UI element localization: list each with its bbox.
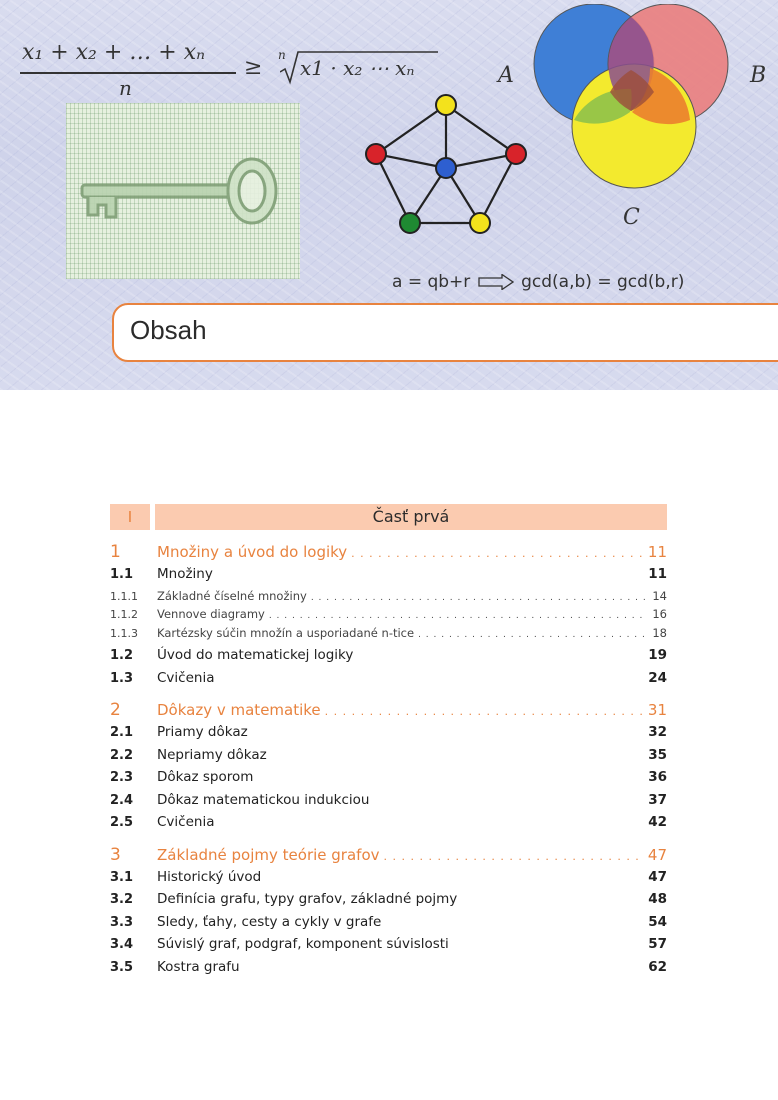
section-title: Historický úvod xyxy=(157,868,262,885)
formula-denominator: n xyxy=(119,76,132,100)
subsection-title: Základné číselné množiny xyxy=(157,588,307,603)
chapter-title: Množiny a úvod do logiky xyxy=(157,543,348,561)
graph-diagram xyxy=(358,88,534,238)
graph-vertex xyxy=(366,144,386,164)
section-number: 2.1 xyxy=(110,725,134,740)
fraction-bar xyxy=(20,72,236,74)
section-page: 35 xyxy=(648,746,667,763)
chapter-number: 1 xyxy=(110,542,121,562)
toc-section-row[interactable] xyxy=(110,959,667,982)
section-title: Dôkaz sporom xyxy=(157,769,254,785)
chapter-3 xyxy=(110,845,667,982)
euclid-left: a = qb+r xyxy=(392,272,471,292)
toc-subsection-row[interactable] xyxy=(110,626,667,645)
section-page: 62 xyxy=(648,958,667,975)
toc-section-row[interactable] xyxy=(110,566,667,589)
section-title: Kostra grafu xyxy=(157,958,240,975)
section-page: 19 xyxy=(648,647,667,663)
subsection-number: 1.1.1 xyxy=(110,589,138,603)
chapter-page: 47 xyxy=(647,845,667,864)
toc-section-row[interactable] xyxy=(110,914,667,937)
header-banner xyxy=(0,0,778,390)
section-page: 54 xyxy=(648,913,667,930)
section-number: 2.5 xyxy=(110,815,134,830)
subsection-page: 14 xyxy=(652,588,667,603)
section-page: 48 xyxy=(648,891,667,907)
part-heading xyxy=(110,504,667,530)
section-number: 2.3 xyxy=(110,770,134,785)
section-page: 57 xyxy=(648,936,667,952)
chapter-title: Dôkazy v matematike xyxy=(157,701,321,719)
leader-dots xyxy=(269,611,649,621)
leader-dots xyxy=(325,705,644,718)
venn-label-b: B xyxy=(750,63,767,88)
toc-section-row[interactable] xyxy=(110,769,667,792)
venn-diagram xyxy=(530,4,730,194)
formula-relation: ≥ xyxy=(244,55,263,80)
section-number: 3.1 xyxy=(110,869,134,885)
chapter-number: 3 xyxy=(110,844,121,865)
section-page: 47 xyxy=(648,868,667,885)
formula-numerator: x₁ + x₂ + … + xₙ xyxy=(22,40,206,65)
graph-edge xyxy=(376,154,410,223)
toc-section-row[interactable] xyxy=(110,936,667,959)
section-title: Definícia grafu, typy grafov, základné pojmy xyxy=(157,891,458,907)
graph-edge xyxy=(376,105,446,154)
chapter-1 xyxy=(110,542,667,692)
toc-section-row[interactable] xyxy=(110,891,667,914)
leader-dots xyxy=(351,547,644,560)
section-title: Cvičenia xyxy=(157,814,215,830)
toc-section-row[interactable] xyxy=(110,814,667,837)
section-number: 2.2 xyxy=(110,747,134,763)
part-number: I xyxy=(110,504,150,530)
section-page: 24 xyxy=(648,669,667,686)
venn-label-a: A xyxy=(498,63,514,88)
section-page: 37 xyxy=(648,791,667,808)
leader-dots xyxy=(418,630,648,640)
graph-vertex xyxy=(436,95,456,115)
euclid-right: gcd(a,b) = gcd(b,r) xyxy=(521,272,685,292)
section-title: Dôkaz matematickou indukciou xyxy=(157,791,370,808)
section-number: 3.5 xyxy=(110,959,134,975)
chapter-title: Základné pojmy teórie grafov xyxy=(157,845,380,864)
section-title: Úvod do matematickej logiky xyxy=(157,647,354,663)
chapter-2 xyxy=(110,700,667,837)
toc-section-row[interactable] xyxy=(110,724,667,747)
graph-vertex xyxy=(506,144,526,164)
graph-vertex xyxy=(470,213,490,233)
leader-dots xyxy=(384,850,644,863)
section-number: 3.4 xyxy=(110,937,134,952)
root-body: x1 · x₂ ⋯ xₙ xyxy=(300,56,415,80)
subsection-number: 1.1.3 xyxy=(110,626,138,640)
graph-edge xyxy=(480,154,516,223)
toc-section-row[interactable] xyxy=(110,647,667,670)
implies-arrow-icon xyxy=(478,274,514,290)
table-of-contents xyxy=(110,504,667,989)
graph-vertex xyxy=(400,213,420,233)
section-title: Sledy, ťahy, cesty a cykly v grafe xyxy=(157,913,382,930)
subsection-list xyxy=(110,589,667,645)
toc-section-row[interactable] xyxy=(110,792,667,815)
subsection-title: Kartézsky súčin množín a usporiadané n-tice xyxy=(157,625,415,640)
toc-chapter-row[interactable] xyxy=(110,845,667,869)
subsection-page: 18 xyxy=(652,625,667,640)
toc-subsection-row[interactable] xyxy=(110,607,667,626)
section-number: 3.3 xyxy=(110,914,134,930)
graph-edge xyxy=(446,105,516,154)
section-number: 3.2 xyxy=(110,892,134,907)
section-page: 42 xyxy=(648,814,667,830)
chapter-number: 2 xyxy=(110,700,121,720)
section-number: 2.4 xyxy=(110,792,134,808)
leader-dots xyxy=(311,593,649,603)
toc-chapter-row[interactable] xyxy=(110,542,667,566)
root-index: n xyxy=(278,48,286,62)
section-page: 36 xyxy=(648,769,667,785)
section-title: Cvičenia xyxy=(157,669,215,686)
section-number: 1.2 xyxy=(110,648,134,663)
section-number: 1.3 xyxy=(110,670,134,686)
section-page: 11 xyxy=(648,566,667,582)
key-image xyxy=(66,103,300,279)
section-title: Množiny xyxy=(157,566,213,582)
euclid-relation xyxy=(392,272,684,292)
title-box xyxy=(112,303,778,362)
chapter-page: 11 xyxy=(647,543,667,561)
subsection-title: Vennove diagramy xyxy=(157,607,265,621)
subsection-number: 1.1.2 xyxy=(110,608,138,621)
page-title: Obsah xyxy=(130,315,207,345)
toc-section-row[interactable] xyxy=(110,670,667,693)
toc-subsection-row[interactable] xyxy=(110,589,667,608)
subsection-page: 16 xyxy=(652,607,667,621)
section-title: Súvislý graf, podgraf, komponent súvislosti xyxy=(157,936,449,952)
section-title: Priamy dôkaz xyxy=(157,724,248,740)
toc-section-row[interactable] xyxy=(110,747,667,770)
toc-section-row[interactable] xyxy=(110,869,667,892)
section-number: 1.1 xyxy=(110,567,134,582)
key-icon xyxy=(66,103,300,279)
graph-vertex xyxy=(436,158,456,178)
chapter-page: 31 xyxy=(647,701,667,719)
venn-label-c: C xyxy=(623,205,640,230)
part-title: Časť prvá xyxy=(155,504,667,530)
toc-chapter-row[interactable] xyxy=(110,700,667,724)
section-title: Nepriamy dôkaz xyxy=(157,746,267,763)
section-page: 32 xyxy=(648,724,667,740)
